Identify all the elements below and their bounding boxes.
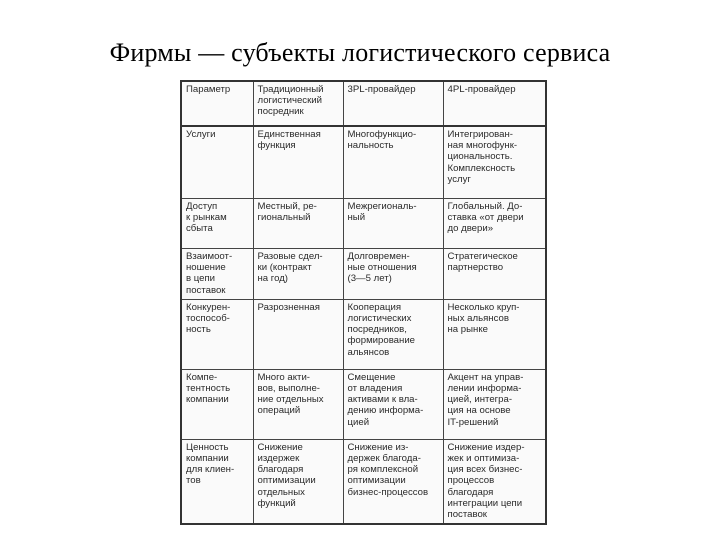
cell-traditional: Снижение издержек благодаря оптимизации отдельных функций: [253, 439, 343, 524]
cell-3pl: Долговремен- ные отношения (3—5 лет): [343, 249, 443, 300]
table-row: [181, 249, 546, 300]
table-row: [181, 199, 546, 249]
header-3pl: 3PL-провайдер: [343, 81, 443, 126]
cell-4pl: Акцент на управ- лении информа- цией, интегра- ция на основе IT-решений: [443, 369, 546, 439]
cell-traditional: Разовые сдел- ки (контракт на год): [253, 249, 343, 300]
cell-4pl: Интегрирован- ная многофунк- циональность. Комплексность услуг: [443, 126, 546, 199]
cell-param: Ценность компании для клиен- тов: [181, 439, 253, 524]
cell-traditional: Местный, ре- гиональный: [253, 199, 343, 249]
header-parameter: Параметр: [181, 81, 253, 126]
cell-param: Конкурен- тоспособ- ность: [181, 299, 253, 369]
cell-param: Доступ к рынкам сбыта: [181, 199, 253, 249]
table-row: [181, 299, 546, 369]
cell-4pl: Стратегическое партнерство: [443, 249, 546, 300]
cell-param: Компе- тентность компании: [181, 369, 253, 439]
slide-title: Фирмы — субъекты логистического сервиса: [109, 38, 611, 67]
cell-4pl: Снижение издер- жек и оптимиза- ция всех бизнес- процессов благодаря интеграции цепи поставок: [443, 439, 546, 524]
cell-3pl: Кооперация логистических посредников, формирование альянсов: [343, 299, 443, 369]
header-traditional: Традиционный логистический посредник: [253, 81, 343, 126]
comparison-table: [180, 80, 547, 525]
table-row: [181, 439, 546, 524]
table-header-row: [181, 81, 546, 126]
cell-3pl: Снижение из- держек благода- ря комплексной оптимизации бизнес-процессов: [343, 439, 443, 524]
cell-4pl: Несколько круп- ных альянсов на рынке: [443, 299, 546, 369]
cell-param: Взаимоот- ношение в цепи поставок: [181, 249, 253, 300]
header-4pl: 4PL-провайдер: [443, 81, 546, 126]
cell-traditional: Единственная функция: [253, 126, 343, 199]
table-row: [181, 126, 546, 199]
cell-3pl: Многофункцио- нальность: [343, 126, 443, 199]
cell-traditional: Разрозненная: [253, 299, 343, 369]
cell-3pl: Смещение от владения активами к вла- дению информа- цией: [343, 369, 443, 439]
table-row: [181, 369, 546, 439]
cell-3pl: Межрегиональ- ный: [343, 199, 443, 249]
cell-traditional: Много акти- вов, выполне- ние отдельных операций: [253, 369, 343, 439]
cell-param: Услуги: [181, 126, 253, 199]
cell-4pl: Глобальный. До- ставка «от двери до двери»: [443, 199, 546, 249]
